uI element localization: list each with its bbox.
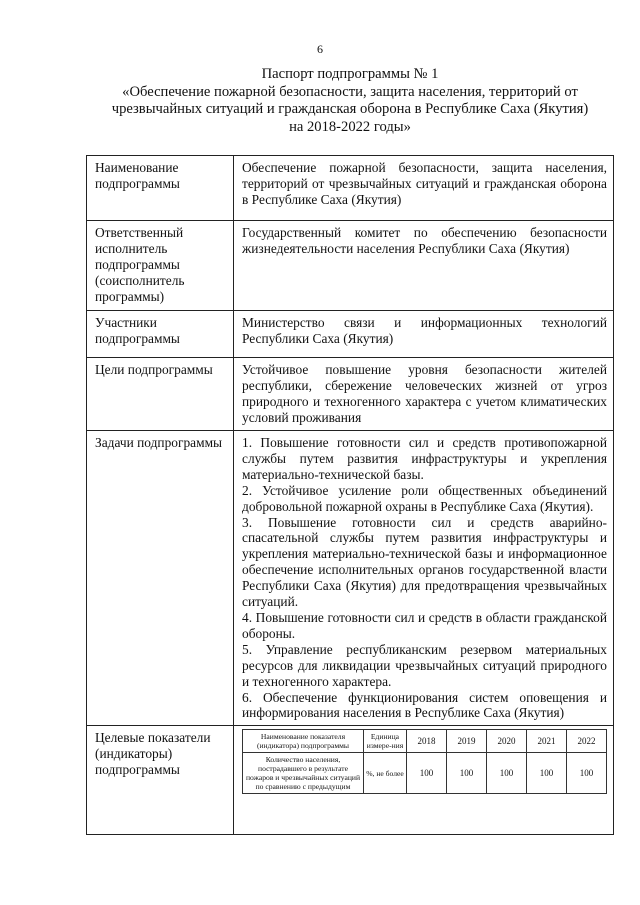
indicators-header-unit: Единица измере-ния <box>364 730 407 753</box>
indicators-header-row <box>243 730 607 753</box>
indicator-value: 100 <box>487 753 527 794</box>
task-item: 1. Повышение готовности сил и средств противопожарной службы путем развития инфраструктуры и укрепления материально-технической базы. <box>242 435 607 482</box>
title-line-1: Паспорт подпрограммы № 1 <box>261 66 439 82</box>
row-name-value: Обеспечение пожарной безопасности, защита населения, территорий от чрезвычайных ситуаций и гражданская оборона в Республике Саха (Якутия) <box>234 156 614 221</box>
indicator-value: 100 <box>567 753 607 794</box>
page-number: 6 <box>317 42 323 56</box>
row-indicators <box>87 726 614 835</box>
task-item: 2. Устойчивое усиление роли общественных объединений добровольной пожарной охраны в Республике Саха (Якутия). <box>242 482 607 514</box>
indicator-unit: %, не более <box>364 753 407 794</box>
title-line-2: «Обеспечение пожарной безопасности, защита населения, территорий от <box>122 83 578 100</box>
indicator-name: Количество населения, пострадавшего в результате пожаров и чрезвычайных ситуаций по сравнению с предыдущим <box>243 753 364 794</box>
row-name-label: Наименование подпрограммы <box>87 156 234 221</box>
task-item: 3. Повышение готовности сил и средств аварийно-спасательной службы путем развития инфраструктуры и укрепления материально-технической базы и информационное обеспечение исполнительных органов государственной власти Республики Саха (Якутия) для предотвращения чрезвычайных ситуаций. <box>242 514 607 610</box>
indicators-header-name: Наименование показателя (индикатора) подпрограммы <box>243 730 364 753</box>
indicators-header-year: 2021 <box>527 730 567 753</box>
row-indicators-value <box>234 726 614 835</box>
row-goals-label: Цели подпрограммы <box>87 358 234 431</box>
title-line-4: на 2018-2022 годы» <box>289 118 411 135</box>
row-tasks-label: Задачи подпрограммы <box>87 431 234 726</box>
row-responsible <box>87 221 614 311</box>
indicator-value: 100 <box>447 753 487 794</box>
indicator-value: 100 <box>527 753 567 794</box>
row-responsible-label: Ответственный исполнитель подпрограммы (соисполнитель программы) <box>87 221 234 311</box>
task-item: 6. Обеспечение функционирования систем оповещения и информирования населения в Республике Саха (Якутия) <box>242 689 607 721</box>
indicators-header-year: 2018 <box>407 730 447 753</box>
row-indicators-label: Целевые показатели (индикаторы) подпрограммы <box>87 726 234 835</box>
task-item: 5. Управление республиканским резервом материальных ресурсов для ликвидации чрезвычайных ситуаций природного и техногенного характера. <box>242 641 607 689</box>
indicators-table <box>242 729 607 794</box>
row-participants-value: Министерство связи и информационных технологий Республики Саха (Якутия) <box>234 311 614 358</box>
indicators-header-year: 2019 <box>447 730 487 753</box>
page-title <box>80 66 620 136</box>
indicator-value: 100 <box>407 753 447 794</box>
row-participants <box>87 311 614 358</box>
title-line-3: чрезвычайных ситуаций и гражданская оборона в Республике Саха (Якутия) <box>111 101 589 117</box>
row-name <box>87 156 614 221</box>
indicators-header-year: 2020 <box>487 730 527 753</box>
row-responsible-value: Государственный комитет по обеспечению безопасности жизнедеятельности населения Республики Саха (Якутия) <box>234 221 614 311</box>
row-tasks-value <box>234 431 614 726</box>
task-item: 4. Повышение готовности сил и средств в области гражданской обороны. <box>242 609 607 641</box>
row-goals-value: Устойчивое повышение уровня безопасности жителей республики, сбережение человеческих жизней от угроз природного и техногенного характера с учетом климатических условий проживания <box>234 358 614 431</box>
indicators-row <box>243 753 607 794</box>
row-goals <box>87 358 614 431</box>
indicators-header-year: 2022 <box>567 730 607 753</box>
passport-table <box>86 155 614 835</box>
row-participants-label: Участники подпрограммы <box>87 311 234 358</box>
row-tasks <box>87 431 614 726</box>
